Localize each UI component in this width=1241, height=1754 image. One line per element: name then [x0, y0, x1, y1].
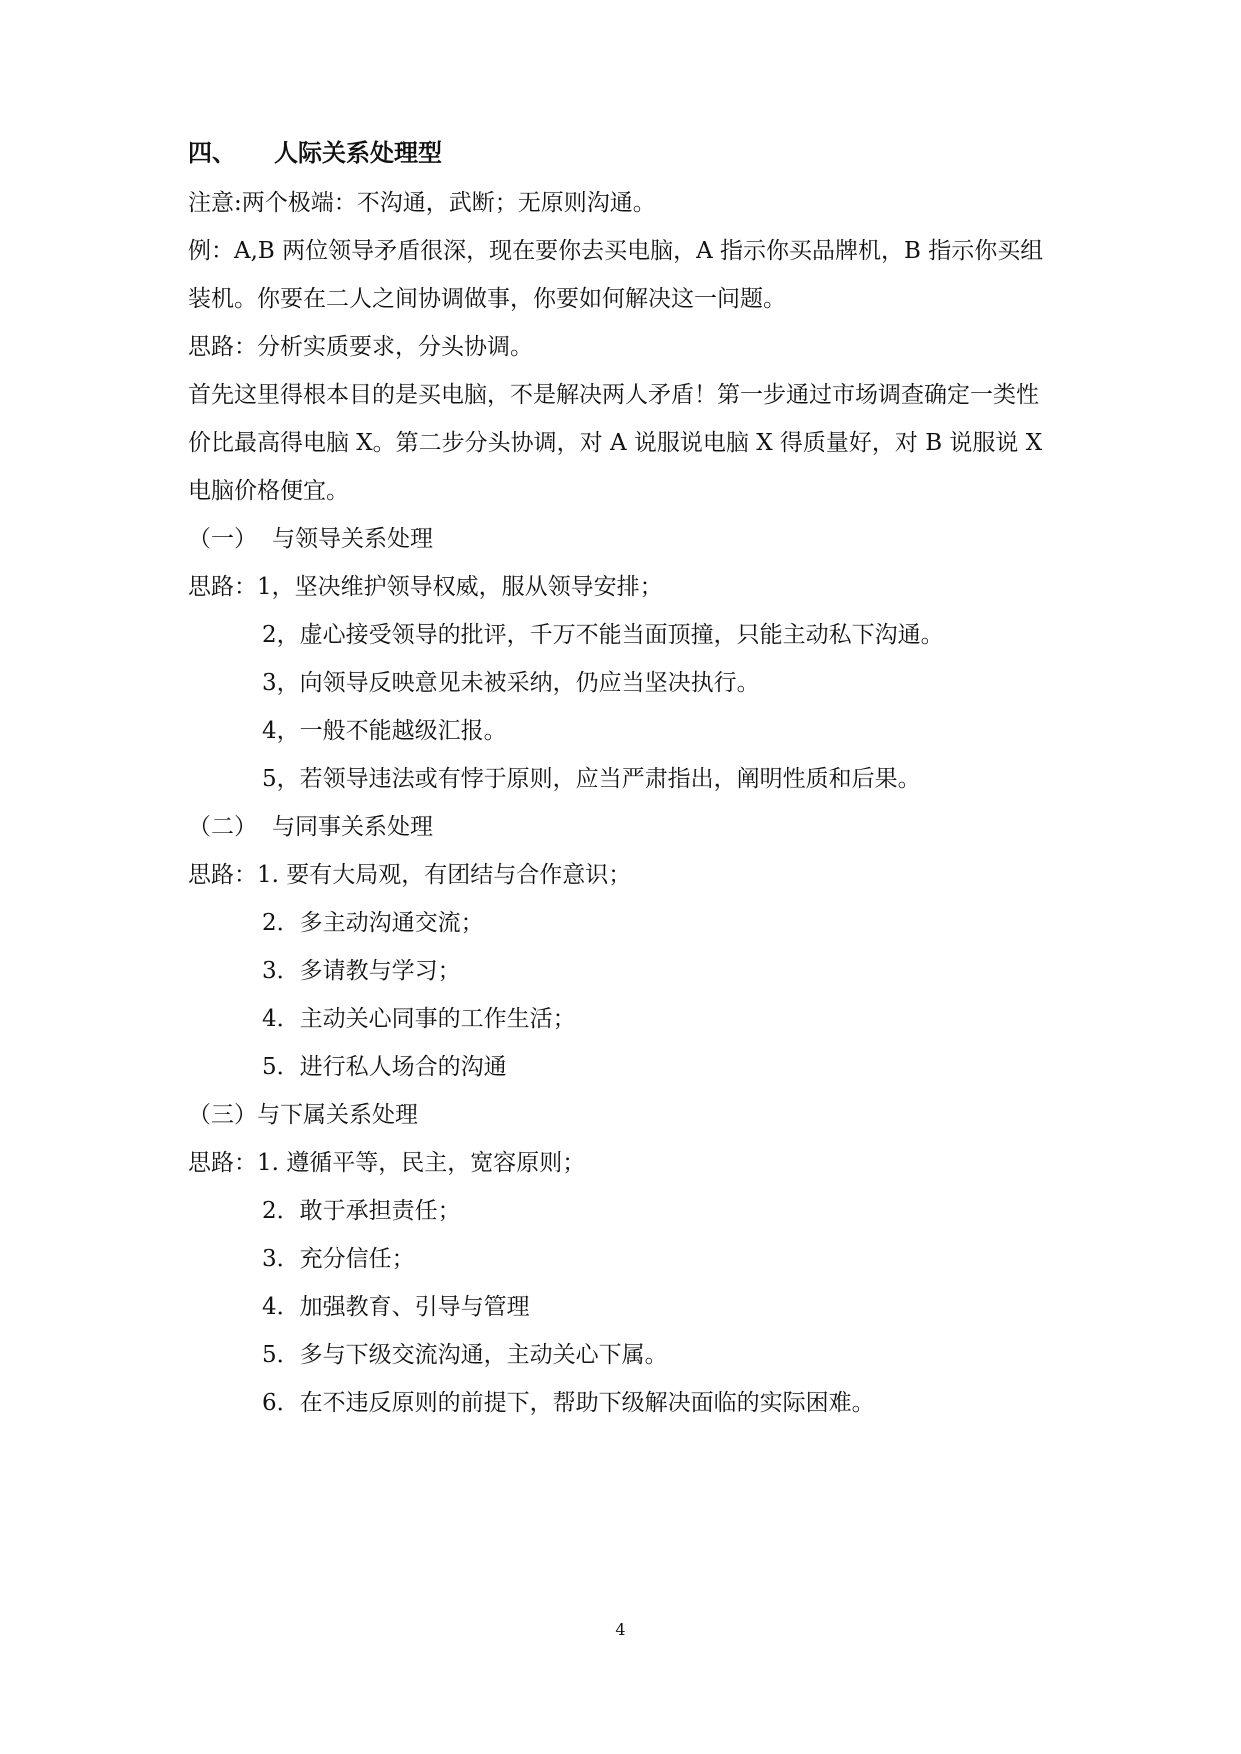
note-paragraph: 注意:两个极端：不沟通，武断；无原则沟通。: [188, 190, 656, 216]
list-item: 5．多与下级交流沟通，主动关心下属。: [262, 1342, 668, 1368]
idea-paragraph: 思路：分析实质要求，分头协调。: [188, 334, 533, 360]
example-paragraph-line-1: 例：A,B 两位领导矛盾很深，现在要你去买电脑，A 指示你买品牌机，B 指示你买组: [188, 238, 1044, 264]
list-item: 4，一般不能越级汇报。: [262, 718, 507, 744]
section-heading: [188, 138, 442, 168]
list-item: 思路：1. 要有大局观，有团结与合作意识；: [188, 862, 632, 888]
list-item: 2，虚心接受领导的批评，千万不能当面顶撞，只能主动私下沟通。: [262, 622, 944, 648]
section-title: 人际关系处理型: [274, 138, 442, 167]
answer-paragraph-line-3: 电脑价格便宜。: [188, 478, 349, 504]
section-number: 四、: [188, 138, 236, 167]
subsection-title: 与领导关系处理: [272, 526, 433, 552]
list-item: 3．多请教与学习；: [262, 958, 461, 984]
list-item: 4．加强教育、引导与管理: [262, 1294, 530, 1320]
list-item: 2．多主动沟通交流；: [262, 910, 484, 936]
page-number: 4: [615, 1620, 626, 1639]
subsection-number: （一）: [188, 526, 257, 552]
list-item: 思路：1，坚决维护领导权威，服从领导安排；: [188, 574, 663, 600]
list-item: 5，若领导违法或有悖于原则，应当严肃指出，阐明性质和后果。: [262, 766, 921, 792]
subsection-number: （二）: [188, 814, 257, 840]
answer-paragraph-line-1: 首先这里得根本目的是买电脑，不是解决两人矛盾！第一步通过市场调查确定一类性: [188, 382, 1039, 408]
subsection-heading-leader: [188, 524, 433, 554]
example-paragraph-line-2: 装机。你要在二人之间协调做事，你要如何解决这一问题。: [188, 286, 786, 312]
subsection-title: 与同事关系处理: [272, 814, 433, 840]
list-item: 3，向领导反映意见未被采纳，仍应当坚决执行。: [262, 670, 760, 696]
list-item: 3．充分信任；: [262, 1246, 415, 1272]
subsection-title: 与下属关系处理: [257, 1102, 418, 1128]
list-item: 2．敢于承担责任；: [262, 1198, 461, 1224]
subsection-heading-subordinate: [188, 1100, 418, 1130]
list-item: 5．进行私人场合的沟通: [262, 1054, 507, 1080]
list-item: 思路：1. 遵循平等，民主，宽容原则；: [188, 1150, 586, 1176]
subsection-number: （三）: [188, 1102, 257, 1128]
list-item: 4．主动关心同事的工作生活；: [262, 1006, 576, 1032]
subsection-heading-colleague: [188, 812, 433, 842]
answer-paragraph-line-2: 价比最高得电脑 X。第二步分头协调，对 A 说服说电脑 X 得质量好，对 B 说服说 X: [188, 430, 1043, 456]
list-item: 6．在不违反原则的前提下，帮助下级解决面临的实际困难。: [262, 1390, 875, 1416]
